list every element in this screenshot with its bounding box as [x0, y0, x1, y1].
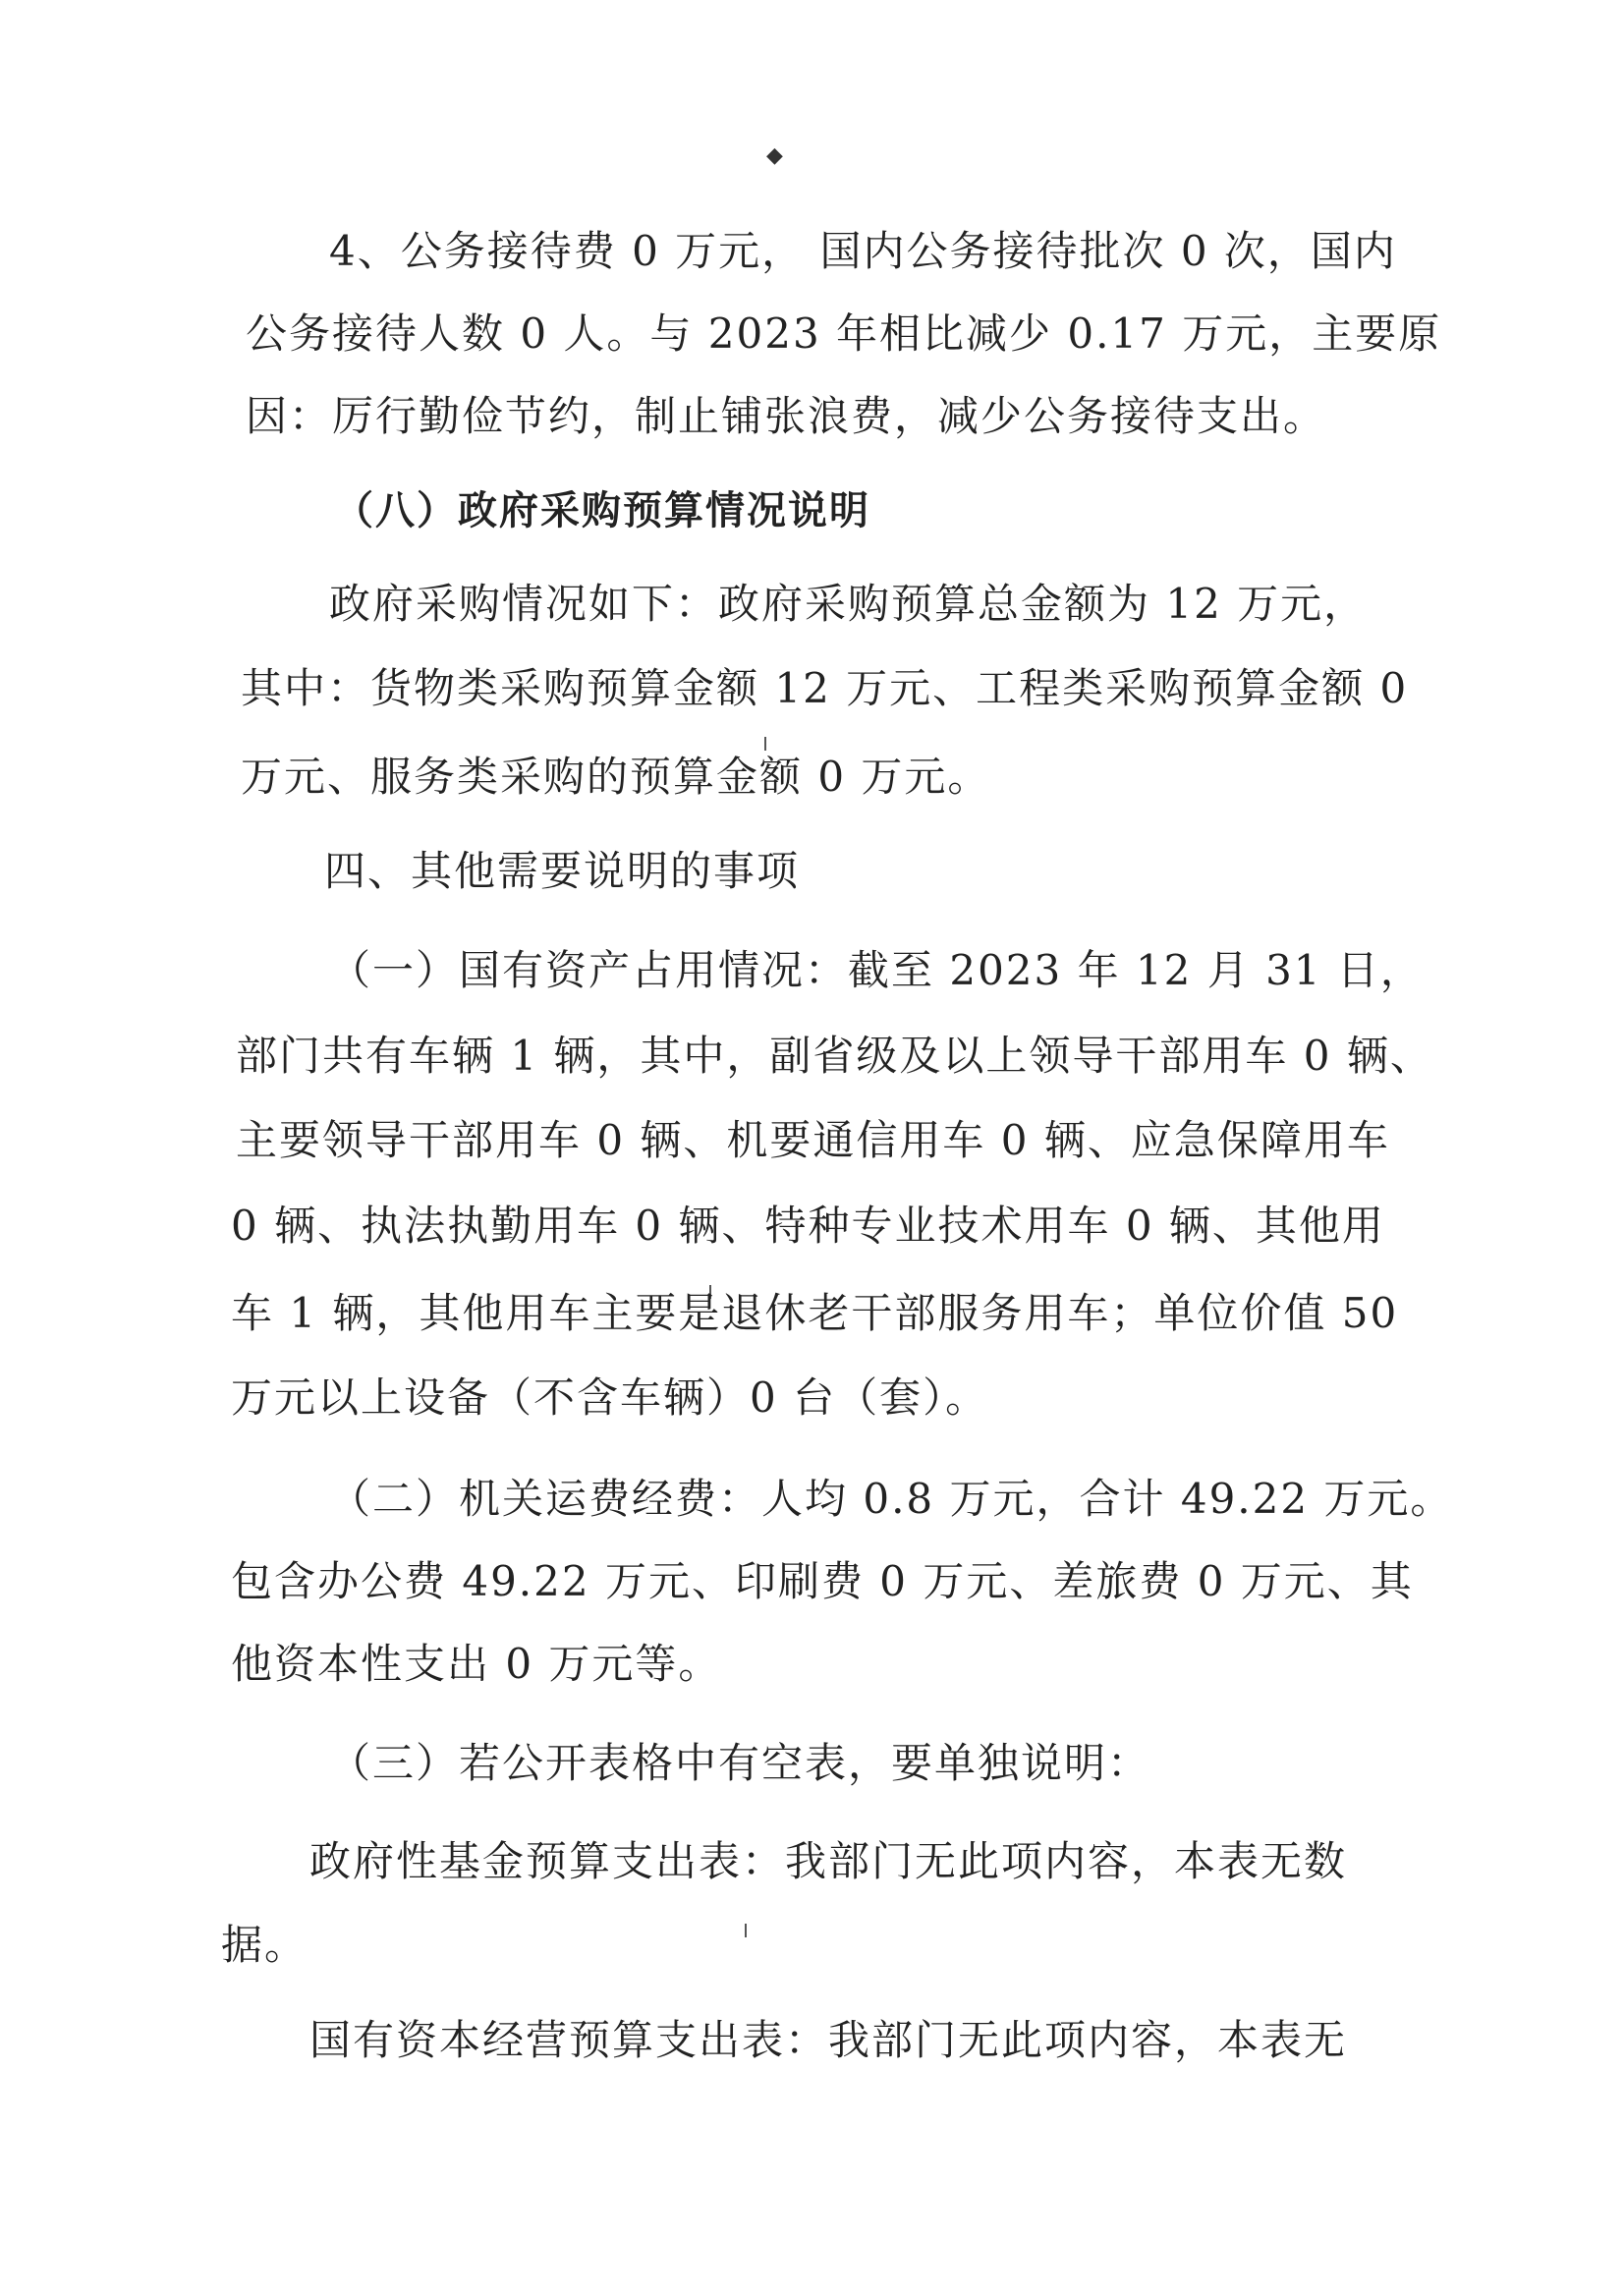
paragraph-line: （二）机关运费经费：人均 0.8 万元，合计 49.22 万元。 [329, 1475, 1454, 1523]
paragraph-line: 车 1 辆，其他用车主要是退休老干部服务用车；单位价值 50 [231, 1289, 1399, 1337]
scan-artifact [745, 1924, 747, 1937]
paragraph-line: 部门共有车辆 1 辆，其中，副省级及以上领导干部用车 0 辆、 [236, 1032, 1433, 1080]
paragraph-line: 万元以上设备（不含车辆）0 台（套）。 [231, 1373, 989, 1422]
paragraph-line: 公务接待人数 0 人。与 2023 年相比减少 0.17 万元，主要原 [246, 309, 1442, 358]
paragraph-line: （三）若公开表格中有空表，要单独说明： [329, 1739, 1151, 1787]
paragraph-line: 据。 [221, 1921, 308, 1969]
paragraph-line: 国有资本经营预算支出表：我部门无此项内容，本表无 [309, 2016, 1348, 2064]
paragraph-line: 政府性基金预算支出表：我部门无此项内容，本表无数 [309, 1837, 1348, 1885]
section-heading-procurement: （八）政府采购预算情况说明 [334, 487, 870, 533]
paragraph-line: 包含办公费 49.22 万元、印刷费 0 万元、差旅费 0 万元、其 [231, 1557, 1414, 1605]
section-heading-other-matters: 四、其他需要说明的事项 [324, 847, 801, 895]
top-diamond-mark: ◆ [766, 143, 783, 168]
paragraph-line: 0 辆、执法执勤用车 0 辆、特种专业技术用车 0 辆、其他用 [231, 1202, 1385, 1250]
paragraph-line: 他资本性支出 0 万元等。 [231, 1640, 722, 1688]
paragraph-line: （一）国有资产占用情况：截至 2023 年 12 月 31 日， [329, 946, 1424, 994]
paragraph-line: 万元、服务类采购的预算金额 0 万元。 [241, 753, 991, 801]
paragraph-line: 主要领导干部用车 0 辆、机要通信用车 0 辆、应急保障用车 [236, 1116, 1390, 1164]
paragraph-line: 4、公务接待费 0 万元， 国内公务接待批次 0 次，国内 [329, 227, 1397, 275]
paragraph-line: 因：厉行勤俭节约，制止铺张浪费，减少公务接待支出。 [246, 392, 1327, 440]
paragraph-line: 政府采购情况如下：政府采购预算总金额为 12 万元， [329, 580, 1368, 628]
paragraph-line: 其中：货物类采购预算金额 12 万元、工程类采购预算金额 0 [241, 664, 1409, 712]
